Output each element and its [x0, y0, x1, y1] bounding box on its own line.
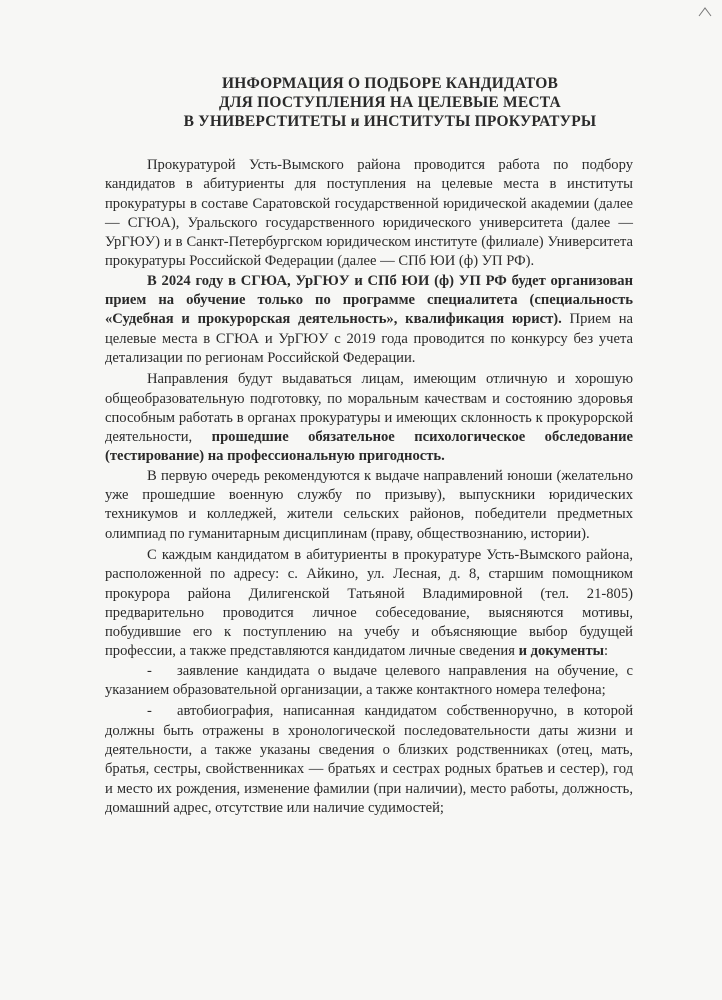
paragraph-priority: В первую очередь рекомендуются к выдаче направлений юноши (желательно уже прошедшие военную службу по призыву), выпускники юридических техникумов и колледжей, жители сельских районов, победители предметных олимпиад по гуманитарным дисциплинам (праву, обществознанию, истории). [105, 467, 633, 542]
list-item-application [105, 662, 633, 701]
corner-mark-icon [698, 6, 712, 18]
dash-marker: - [147, 703, 152, 720]
admission-bold-text: В 2024 году в СГЮА, УрГЮУ и СПб ЮИ (ф) УП РФ будет организован прием на обучение только по программе специалитета (специальность «Судебная и прокурорская деятельность», квалификация юрист). [105, 272, 633, 328]
interview-colon: : [604, 643, 609, 660]
interview-text: С каждым кандидатом в абитуриенты в прокуратуре Усть-Вымского района, расположенной по адресу: с. Айкино, ул. Лесная, д. 8, старшим помощником прокурора района Дилигенской Татьяной Владимировной (тел. 21-805) предварительно проводится личное собеседование, выясняются мотивы, побудившие его к поступлению на учебу и объясняющие выбор будущей профессии, а также представляются кандидатом личные сведения [105, 546, 633, 660]
admission-text: Прием на целевые места в СГЮА и УрГЮУ с 2019 года проводится по конкурсу без учета детализации по регионам Российской Федерации. [105, 311, 633, 366]
paragraph-admission-2024 [105, 272, 633, 368]
document-body [105, 156, 633, 818]
list-item-autobiography [105, 702, 633, 818]
requirements-text: Направления будут выдаваться лицам, имеющим отличную и хорошую общеобразовательную подготовку, по моральным качествам и состоянию здоровья способным работать в органах прокуратуры и имеющих склонность к прокурорской деятельности, [105, 371, 633, 446]
requirements-bold-text: прошедшие обязательное психологическое обследование (тестирование) на профессиональную пригодность. [105, 429, 634, 465]
dash-marker: - [147, 662, 152, 679]
document-title [110, 74, 670, 131]
title-line-1: ИНФОРМАЦИЯ О ПОДБОРЕ КАНДИДАТОВ [221, 75, 559, 92]
interview-bold-text: и документы [518, 643, 605, 660]
paragraph-requirements [105, 370, 633, 466]
list-item-text: автобиография, написанная кандидатом собственноручно, в которой должны быть отражены в хронологической последовательности даты жизни и деятельности, а также указаны сведения о близких родственниках (отец, мать, братья, сестры, свойственниках — братьях и сестрах родных братьев и сестер), год и место их рождения, изменение фамилии (при наличии), место работы, должность, домашний адрес, отсутствие или наличие судимостей; [105, 703, 633, 816]
paragraph-interview [105, 546, 633, 662]
paragraph-intro: Прокуратурой Усть-Вымского района проводится работа по подбору кандидатов в абитуриенты для поступления на целевые места в институты прокуратуры в составе Саратовской государственной юридической академии (далее — СГЮА), Уральского государственного юридического университета (далее — УрГЮУ) и в Санкт-Петербургском юридическом институте (филиале) Университета прокуратуры Российской Федерации (далее — СПб ЮИ (ф) УП РФ). [105, 157, 633, 270]
list-item-text: заявление кандидата о выдаче целевого направления на обучение, с указанием образовательной организации, а также контактного номера телефона; [105, 662, 633, 699]
title-line-3: В УНИВЕРСТИТЕТЫ и ИНСТИТУТЫ ПРОКУРАТУРЫ [183, 113, 597, 130]
title-line-2: ДЛЯ ПОСТУПЛЕНИЯ НА ЦЕЛЕВЫЕ МЕСТА [219, 94, 561, 111]
